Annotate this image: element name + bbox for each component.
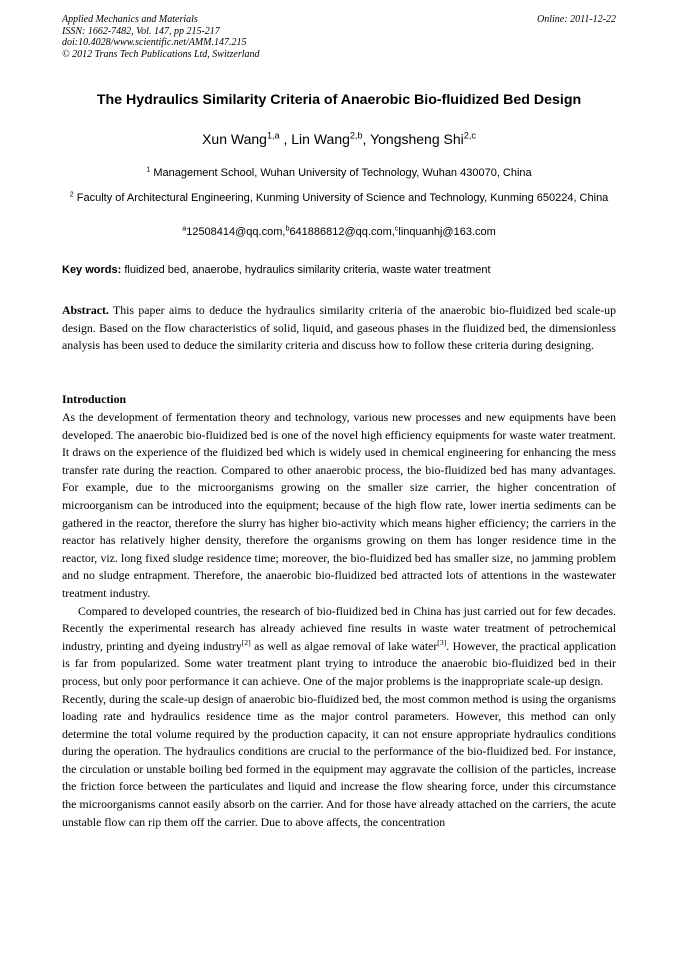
affiliation <box>62 190 616 207</box>
author-name: Xun Wang <box>202 131 267 147</box>
keywords-label: Key words: <box>62 264 122 276</box>
email-address: linquanhj@163.com <box>398 226 496 238</box>
author-sep: , <box>362 131 371 147</box>
journal-meta <box>62 14 260 60</box>
paragraph-text: Compared to developed countries, the research of bio-fluidized bed in China has just carried out for few decades. Recently the experimental research has already achieved fine results in waste water treatment of petrochemical industry, printing and dyeing industry <box>62 603 616 653</box>
paragraph: As the development of fermentation theory and technology, various new processes and new equipments have been developed. The anaerobic bio-fluidized bed is one of the novel high efficiency equipments for waste water treatment. It draws on the experience of the fluidized bed which is widely used in chemical engineering for enhancing the mess transfer rate during the reaction. Compared to other anaerobic process, the bio-fluidized bed has many advantages. For example, due to the microorganisms growing on the smaller size carrier, the higher concentration of microorganism can be introduced into the equipment; because of the high flow rate, lower inertia sediments can be gathered in the reactor, therefore the slurry has higher bio-activity which means higher efficiency; the carriers in the reactor has relatively higher density, therefore the organisms growing on them has longer residence time in the reactor, viz. long fixed sludge residence time; moreover, the bio-fluidized bed has smaller size, no jamming problem and no sludge entrapment. Therefore, the anaerobic bio-fluidized bed attracted lots of attentions in the wastewater treatment industry. <box>62 410 616 600</box>
affiliation-num: 1 <box>146 165 151 174</box>
email-sup: b <box>285 224 290 233</box>
citation: [3] <box>437 637 447 647</box>
affiliation-text: Management School, Wuhan University of Technology, Wuhan 430070, China <box>153 167 532 179</box>
abstract-text: This paper aims to deduce the hydraulics similarity criteria of the anaerobic bio-fluidized bed scale-up design. Based on the flow characteristics of solid, liquid, and gaseous phases in the fluidized bed, the dimensionless analysis has been used to deduce the similarity criteria and discuss how to follow these criteria during designing. <box>62 303 616 353</box>
abstract-label: Abstract. <box>62 303 109 317</box>
copyright: © 2012 Trans Tech Publications Ltd, Switzerland <box>62 48 260 60</box>
author-name: Yongsheng Shi <box>370 131 464 147</box>
keywords <box>62 264 616 276</box>
paragraph-text: . However, the practical application is far from popularized. Some water treatment plant trying to introduce the anaerobic bio-fluidized bed in their process, but only poor performance it can achieve. One of the major problems is the inappropriate scale-up design. <box>62 638 617 688</box>
paragraph <box>62 603 616 691</box>
author-sup: 2,b <box>349 130 363 141</box>
doi: doi:10.4028/www.scientific.net/AMM.147.215 <box>62 37 247 48</box>
email-address: 12508414@qq.com, <box>186 226 286 238</box>
paper-title: The Hydraulics Similarity Criteria of Anaerobic Bio-fluidized Bed Design <box>96 92 582 108</box>
email-sup: c <box>394 224 399 233</box>
email-address: 641886812@qq.com, <box>289 226 395 238</box>
paragraph-text: as well as algae removal of lake water <box>250 638 438 653</box>
email-list <box>40 226 638 238</box>
introduction-body <box>62 409 616 831</box>
section-heading: Introduction <box>62 392 127 406</box>
abstract <box>62 302 616 355</box>
author-name: Lin Wang <box>291 131 350 147</box>
online-date: Online: 2011-12-22 <box>537 14 616 25</box>
affiliation-num: 2 <box>69 190 74 199</box>
affiliation <box>62 165 616 182</box>
email-sup: a <box>182 224 187 233</box>
issn: ISSN: 1662-7482, Vol. 147, pp 215-217 <box>62 25 220 37</box>
author-list <box>40 131 638 147</box>
author-sup: 2,c <box>463 130 476 141</box>
paragraph: Recently, during the scale-up design of anaerobic bio-fluidized bed, the most common method is using the organisms loading rate and hydraulics residence time as the major control parameters. However, this method can only determine the total volume required by the production capacity, it can not ensure appropriate hydraulics conditions during the operation. The hydraulics conditions are crucial to the performance of the bio-fluidized bed. For instance, the circulation or unstable boiling bed formed in the equipment may aggravate the collision of the particles, increase the friction force between the particulates and liquid and increase the flow shearing force, under this circumstance the microorganisms cannot easily absorb on the carrier. And for those have already attached on the carriers, the acute unstable flow can rip them off the carrier. Due to above affects, the concentration <box>62 691 616 829</box>
author-sup: 1,a <box>266 130 280 141</box>
journal-name: Applied Mechanics and Materials <box>62 14 198 25</box>
keywords-text: fluidized bed, anaerobe, hydraulics similarity criteria, waste water treatment <box>124 264 491 276</box>
citation: [2] <box>241 637 251 647</box>
author-sep: , <box>279 131 292 147</box>
affiliation-text: Faculty of Architectural Engineering, Kunming University of Science and Technology, Kunming 650224, China <box>76 192 609 204</box>
